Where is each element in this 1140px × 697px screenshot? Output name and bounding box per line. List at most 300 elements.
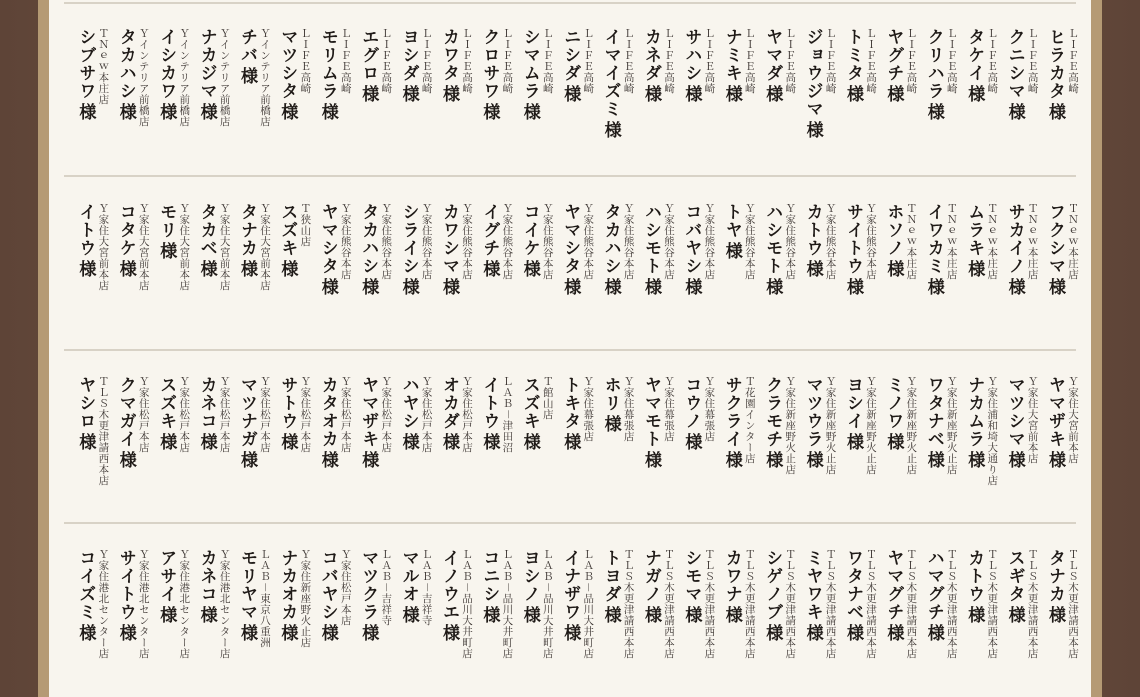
customer-name-text: ヤマダ: [762, 28, 783, 82]
honorific: 様: [196, 103, 217, 121]
name-entry: [318, 549, 352, 642]
name-entry: [116, 28, 150, 127]
honorific: 様: [277, 103, 298, 121]
customer-name-text: ヨシイ: [843, 376, 863, 430]
name-entry: [277, 376, 311, 453]
customer-name-text: トヨダ: [600, 549, 621, 603]
customer-name-text: チバ: [237, 28, 257, 64]
honorific: 様: [237, 67, 257, 85]
store-label: ＴＬＳ木更津請西本店: [865, 549, 877, 659]
store-label: ＬＡＢ－東京八重洲: [259, 549, 271, 648]
honorific: 様: [923, 278, 944, 296]
customer-name-text: ナガノ: [641, 549, 661, 603]
name-entry: [75, 203, 109, 291]
store-label: Ｙ家住新座野火止店: [865, 376, 877, 475]
honorific: 様: [519, 433, 540, 451]
name-entry: [156, 28, 190, 127]
customer-name-text: クラモチ: [762, 376, 783, 448]
store-label: ＴＬＳ木更津請西本店: [743, 549, 756, 659]
name-entry: [318, 203, 352, 296]
customer-name: [722, 28, 741, 103]
honorific: 様: [883, 624, 904, 642]
customer-name: [601, 203, 620, 296]
store-label: Ｙ家住熊谷本店: [824, 203, 837, 280]
customer-name-text: イグチ: [479, 203, 500, 257]
customer-name-text: カワシマ: [439, 203, 459, 275]
honorific: 様: [883, 433, 904, 451]
customer-name-text: ナカオカ: [277, 549, 298, 621]
store-label: Ｙ家住幕張店: [582, 376, 595, 442]
store-label: ＬＩＦＥ高崎: [945, 28, 958, 94]
honorific: 様: [762, 85, 783, 103]
store-label: ＬＡＢ－品川大井町店: [541, 549, 554, 659]
store-label: ＬＡＢ－吉祥寺: [380, 549, 393, 626]
name-entry: [439, 28, 473, 103]
honorific: 様: [1004, 606, 1025, 624]
customer-name: [883, 376, 902, 451]
name-entry: [803, 376, 837, 475]
name-entry: [479, 203, 513, 280]
store-label: Ｙ家住新座野火止店: [299, 549, 312, 648]
name-entry: [964, 549, 998, 659]
honorific: 様: [156, 242, 177, 260]
customer-name: [156, 549, 175, 624]
store-label: ＴＬＳ木更津請西本店: [1067, 549, 1079, 659]
name-entry: [964, 376, 998, 486]
customer-name-text: シブサワ: [75, 28, 96, 100]
customer-name-text: ヤマザキ: [1045, 376, 1065, 448]
store-label: ＴＮｅｗ本庄店: [945, 203, 958, 280]
customer-name-text: イノウエ: [439, 549, 459, 621]
name-entry: [803, 203, 837, 280]
name-entry: [318, 28, 352, 121]
store-label: ＴＮｅｗ本庄店: [986, 203, 999, 280]
customer-name: [964, 376, 983, 469]
name-entry: [277, 203, 311, 278]
honorific: 様: [843, 278, 863, 296]
name-entry: [560, 376, 594, 451]
store-label: Ｙインテリア前橋店: [137, 28, 150, 127]
customer-name: [156, 28, 175, 121]
customer-name: [439, 376, 458, 451]
honorific: 様: [439, 85, 459, 103]
customer-name-text: タカハシ: [600, 203, 621, 275]
store-label: Ｙ家住熊谷本店: [420, 203, 433, 280]
name-entry: [156, 203, 190, 291]
customer-name: [479, 549, 498, 624]
store-label: ＬＩＦＥ高崎: [299, 28, 312, 94]
name-entry: [358, 203, 392, 296]
customer-name-text: ワタナベ: [843, 549, 863, 621]
honorific: 様: [75, 624, 96, 642]
honorific: 様: [277, 433, 298, 451]
name-entry: [75, 549, 109, 659]
customer-name: [237, 376, 256, 469]
store-label: ＬＩＦＥ高崎: [461, 28, 473, 94]
customer-name-text: クロサワ: [479, 28, 500, 100]
honorific: 様: [681, 606, 702, 624]
store-label: Ｙ家住幕張店: [663, 376, 675, 442]
customer-name: [399, 28, 418, 103]
name-entry: [237, 28, 271, 127]
customer-name-text: サハシ: [681, 28, 702, 82]
store-label: Ｙ家住松戸本店: [178, 376, 191, 453]
name-entry: [358, 28, 392, 103]
customer-name-text: シマムラ: [519, 28, 540, 100]
honorific: 様: [762, 624, 783, 642]
store-label: ＬＩＦＥ高崎: [501, 28, 514, 94]
customer-name: [924, 376, 943, 469]
honorific: 様: [317, 103, 338, 121]
customer-name-text: イナザワ: [560, 549, 581, 621]
customer-name: [479, 203, 498, 278]
honorific: 様: [156, 103, 177, 121]
honorific: 様: [358, 451, 379, 469]
customer-name: [924, 28, 943, 121]
honorific: 様: [600, 278, 621, 296]
customer-name: [358, 203, 377, 296]
customer-name: [197, 549, 216, 624]
store-label: ＴＮｅｗ本庄店: [97, 28, 110, 105]
name-entry: [520, 376, 554, 451]
customer-name: [883, 549, 902, 642]
name-entry: [439, 376, 473, 453]
honorific: 様: [237, 451, 257, 469]
customer-name-text: カタオカ: [317, 376, 338, 448]
name-entry: [641, 28, 675, 103]
honorific: 様: [802, 260, 823, 278]
customer-name: [358, 28, 377, 103]
customer-name-text: ハマグチ: [923, 549, 944, 621]
name-entry: [399, 28, 433, 103]
customer-name: [964, 203, 983, 278]
customer-name-text: トキタ: [560, 376, 581, 430]
name-entry: [681, 376, 715, 451]
customer-name-text: カネコ: [196, 549, 217, 603]
customer-name-text: サイトウ: [843, 203, 863, 275]
customer-name-text: コイケ: [519, 203, 540, 257]
customer-name: [358, 549, 377, 642]
store-label: Ｔ花園インター店: [743, 376, 756, 464]
name-entry: [197, 203, 231, 291]
honorific: 様: [196, 433, 217, 451]
name-entry: [883, 549, 917, 659]
honorific: 様: [600, 415, 621, 433]
customer-name-text: タケイ: [964, 28, 985, 82]
customer-name-text: ハヤシ: [398, 376, 419, 430]
honorific: 様: [479, 103, 500, 121]
store-label: Ｙ家住幕張店: [622, 376, 635, 442]
customer-name: [116, 376, 135, 469]
customer-name-text: イマイズミ: [600, 28, 621, 118]
customer-name-text: ナミキ: [721, 28, 742, 82]
store-label: Ｙ家住熊谷本店: [339, 203, 352, 280]
name-entry: [439, 203, 473, 296]
honorific: 様: [479, 260, 500, 278]
customer-name-text: カワタ: [439, 28, 459, 82]
honorific: 様: [721, 85, 742, 103]
name-entry: [116, 549, 150, 659]
store-label: ＬＩＦＥ高崎: [865, 28, 877, 94]
store-label: ＬＩＦＥ高崎: [339, 28, 352, 94]
name-entry: [843, 28, 877, 103]
honorific: 様: [115, 260, 136, 278]
store-label: Ｙ家住大宮前本店: [137, 203, 150, 291]
customer-name: [601, 549, 620, 624]
honorific: 様: [641, 606, 661, 624]
customer-name-text: コバヤシ: [317, 549, 338, 621]
honorific: 様: [115, 624, 136, 642]
name-entry: [681, 549, 715, 659]
customer-name: [681, 376, 700, 451]
store-label: Ｙ家住港北センター店: [218, 549, 231, 659]
customer-name-text: ワタナベ: [923, 376, 944, 448]
name-entry: [197, 549, 231, 659]
honorific: 様: [156, 606, 177, 624]
store-label: Ｙ家住熊谷本店: [461, 203, 473, 280]
name-entry: [399, 203, 433, 296]
customer-name: [156, 203, 175, 260]
customer-name-text: イシカワ: [156, 28, 177, 100]
name-entry: [601, 376, 635, 442]
customer-name-text: ヒラカタ: [1045, 28, 1065, 100]
name-entry: [237, 203, 271, 291]
customer-name-text: タカハシ: [115, 28, 136, 100]
store-label: ＬＩＦＥ高崎: [663, 28, 675, 94]
store-label: ＴＬＳ木更津請西本店: [703, 549, 716, 659]
divider: [64, 522, 1076, 524]
paper-sheet: [49, 0, 1091, 697]
honorific: 様: [560, 85, 581, 103]
customer-name-text: イトウ: [75, 203, 96, 257]
store-label: ＬＩＦＥ高崎: [703, 28, 716, 94]
store-label: ＬＩＦＥ高崎: [905, 28, 918, 94]
name-entry: [762, 203, 796, 296]
customer-name-text: コバヤシ: [681, 203, 702, 275]
store-label: ＴＮｅｗ本庄店: [905, 203, 918, 280]
customer-name-text: クニシマ: [1004, 28, 1025, 100]
honorific: 様: [923, 451, 944, 469]
honorific: 様: [1004, 278, 1025, 296]
honorific: 様: [1045, 606, 1065, 624]
honorific: 様: [317, 624, 338, 642]
store-label: Ｙ家住松戸本店: [461, 376, 473, 453]
store-label: Ｙ家住新座野火止店: [905, 376, 918, 475]
customer-name-text: イワカミ: [923, 203, 944, 275]
customer-name-text: サイトウ: [115, 549, 136, 621]
name-entry: [75, 376, 109, 486]
customer-name-text: マツナガ: [237, 376, 257, 448]
customer-name-text: エグロ: [358, 28, 379, 82]
customer-name: [641, 28, 660, 103]
name-entry: [843, 203, 877, 296]
customer-name-text: カネダ: [641, 28, 661, 82]
store-label: Ｙ家住熊谷本店: [380, 203, 393, 280]
customer-name-text: カトウ: [802, 203, 823, 257]
name-entry: [641, 549, 675, 659]
customer-name-text: トヤ: [721, 203, 742, 239]
customer-name-text: カトウ: [964, 549, 985, 603]
store-label: Ｙ家住新座野火止店: [824, 376, 837, 475]
customer-name-text: コニシ: [479, 549, 500, 603]
name-entry: [479, 376, 513, 453]
customer-name-text: ハシモト: [762, 203, 783, 275]
customer-name: [197, 376, 216, 451]
customer-name: [479, 376, 498, 451]
honorific: 様: [1045, 278, 1065, 296]
customer-name-text: モリムラ: [317, 28, 338, 100]
customer-name-text: ヤマシタ: [560, 203, 581, 275]
customer-name: [1045, 376, 1064, 469]
customer-name-text: ナカジマ: [196, 28, 217, 100]
customer-name-text: モリ: [156, 203, 177, 239]
customer-name: [762, 549, 781, 642]
name-entry: [924, 203, 958, 296]
name-entry: [1005, 28, 1039, 121]
customer-name: [75, 28, 94, 121]
customer-name: [641, 549, 660, 624]
customer-name-text: ハシモト: [641, 203, 661, 275]
store-label: Ｙ家住港北センター店: [178, 549, 191, 659]
name-entry: [116, 203, 150, 291]
honorific: 様: [358, 624, 379, 642]
store-label: Ｙ家住港北センター店: [97, 549, 110, 659]
honorific: 様: [762, 451, 783, 469]
honorific: 様: [843, 624, 863, 642]
store-label: ＬＩＦＥ高崎: [743, 28, 756, 94]
customer-name: [924, 203, 943, 296]
store-label: ＬＩＦＥ高崎: [784, 28, 797, 94]
store-label: ＴＮｅｗ本庄店: [1067, 203, 1079, 280]
store-label: ＬＡＢ－品川大井町店: [582, 549, 595, 659]
customer-name-text: ナカムラ: [964, 376, 985, 448]
honorific: 様: [196, 606, 217, 624]
customer-name: [843, 203, 862, 296]
store-label: Ｙ家住大宮前本店: [1067, 376, 1079, 464]
customer-name: [520, 376, 539, 451]
honorific: 様: [964, 260, 985, 278]
customer-name: [197, 28, 216, 121]
name-entry: [277, 28, 311, 121]
customer-name-text: シゲノブ: [762, 549, 783, 621]
name-entry: [156, 376, 190, 453]
honorific: 様: [964, 85, 985, 103]
store-label: Ｙ家住熊谷本店: [784, 203, 797, 280]
name-entry: [399, 376, 433, 453]
customer-name-text: ニシダ: [560, 28, 581, 82]
customer-name: [1045, 28, 1064, 121]
customer-name: [883, 28, 902, 103]
name-entry: [964, 203, 998, 280]
customer-name: [762, 376, 781, 469]
customer-name: [560, 549, 579, 642]
customer-name: [399, 376, 418, 451]
customer-name: [560, 376, 579, 451]
name-entry: [560, 203, 594, 296]
name-entry: [1005, 549, 1039, 659]
customer-name-text: マルオ: [398, 549, 419, 603]
customer-name: [277, 28, 296, 121]
divider: [64, 2, 1076, 4]
store-label: Ｙ家住大宮前本店: [259, 203, 271, 291]
honorific: 様: [1004, 451, 1025, 469]
store-label: ＬＩＦＥ高崎: [1026, 28, 1039, 94]
honorific: 様: [317, 278, 338, 296]
honorific: 様: [721, 451, 742, 469]
customer-name: [601, 28, 620, 139]
store-label: ＬＩＦＥ高崎: [420, 28, 433, 94]
customer-name: [520, 549, 539, 624]
store-label: ＴＬＳ木更津請西本店: [622, 549, 635, 659]
customer-name: [520, 203, 539, 278]
customer-name-text: アサイ: [156, 549, 177, 603]
store-label: ＴＬＳ木更津請西本店: [1026, 549, 1039, 659]
honorific: 様: [843, 85, 863, 103]
customer-name-text: マツクラ: [358, 549, 379, 621]
name-entry: [803, 28, 837, 139]
store-label: Ｔ館山店: [541, 376, 554, 420]
honorific: 様: [439, 624, 459, 642]
honorific: 様: [519, 103, 540, 121]
name-entry: [358, 549, 392, 642]
customer-name: [237, 549, 256, 642]
customer-name: [116, 203, 135, 278]
customer-name: [1045, 203, 1064, 296]
customer-name: [722, 203, 741, 260]
store-label: ＴＬＳ木更津請西本店: [824, 549, 837, 659]
customer-name-text: フクシマ: [1045, 203, 1065, 275]
name-entry: [883, 203, 917, 280]
store-label: Ｙ家住熊谷本店: [622, 203, 635, 280]
customer-name: [116, 28, 135, 121]
divider: [64, 349, 1076, 351]
honorific: 様: [560, 433, 581, 451]
store-label: Ｙ家住熊谷本店: [743, 203, 756, 280]
name-entry: [924, 549, 958, 659]
customer-name: [156, 376, 175, 451]
honorific: 様: [802, 451, 823, 469]
customer-name: [318, 549, 337, 642]
name-entry: [520, 28, 554, 121]
customer-name: [439, 549, 458, 642]
name-entry: [883, 28, 917, 103]
store-label: Ｙ家住熊谷本店: [865, 203, 877, 280]
name-entry: [803, 549, 837, 659]
name-entry: [520, 203, 554, 280]
name-entry: [601, 28, 635, 139]
customer-name-text: ホリ: [600, 376, 621, 412]
store-label: ＬＡＢ－品川大井町店: [461, 549, 473, 659]
customer-name: [277, 203, 296, 278]
honorific: 様: [398, 606, 419, 624]
customer-name: [318, 203, 337, 296]
store-label: ＴＬＳ木更津請西本店: [663, 549, 675, 659]
customer-name: [479, 28, 498, 121]
name-entry: [924, 376, 958, 475]
customer-name-text: トミタ: [843, 28, 863, 82]
name-entry: [277, 549, 311, 648]
customer-name-text: ヨシノ: [519, 549, 540, 603]
honorific: 様: [479, 606, 500, 624]
customer-name: [601, 376, 620, 433]
name-entry: [75, 28, 109, 121]
customer-name: [277, 376, 296, 451]
store-label: Ｙ家住松戸本店: [380, 376, 393, 453]
name-entry: [722, 28, 756, 103]
customer-name-text: ヨシダ: [398, 28, 419, 82]
store-label: Ｙ家住松戸本店: [137, 376, 150, 453]
name-entry: [156, 549, 190, 659]
